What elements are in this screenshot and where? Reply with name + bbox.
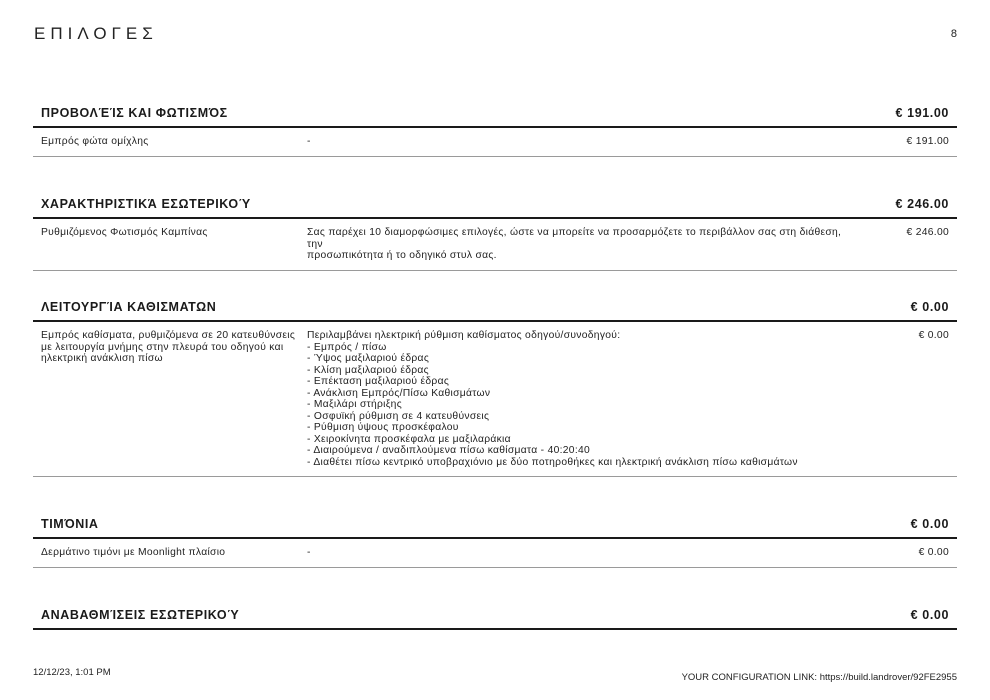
section-interior-upgrades	[33, 601, 957, 630]
section-lights	[33, 99, 957, 157]
section-title: ΠΡΟΒΟΛΈΊΣ ΚΑΙ ΦΩΤΙΣΜΌΣ	[41, 105, 228, 120]
option-description: -	[307, 136, 311, 147]
option-price: € 0.00	[918, 547, 949, 558]
brand-title: ΕΠΙΛΟΓΕΣ	[34, 24, 158, 43]
option-row	[33, 219, 957, 271]
section-header	[33, 293, 957, 322]
option-price: € 0.00	[918, 330, 949, 341]
option-name: Εμπρός φώτα ομίχλης	[41, 136, 149, 147]
section-total: € 246.00	[895, 196, 949, 211]
section-seating	[33, 293, 957, 477]
section-total: € 0.00	[910, 607, 949, 622]
section-total: € 0.00	[910, 299, 949, 314]
section-title: ΧΑΡΑΚΤΗΡΙΣΤΙΚΆ ΕΣΩΤΕΡΙΚΟΎ	[41, 196, 251, 211]
option-description: Σας παρέχει 10 διαμορφώσιμες επιλογές, ώστε να μπορείτε να προσαρμόζετε το περιβάλλον σας στη διάθεση, την προσωπικότητα ή το οδηγικό στυλ σας.	[307, 227, 842, 261]
option-name: Ρυθμιζόμενος Φωτισμός Καμπίνας	[41, 227, 208, 238]
option-description: -	[307, 547, 311, 558]
option-price: € 246.00	[906, 227, 949, 238]
print-datetime: 12/12/23, 1:01 PM	[33, 667, 111, 678]
section-header	[33, 601, 957, 630]
option-description: Περιλαμβάνει ηλεκτρική ρύθμιση καθίσματος οδηγού/συνοδηγού: - Εμπρός / πίσω - Ύψος μαξιλαριού έδρας - Κλίση μαξιλαριού έδρας - Επέκταση μαξιλαριού έδρας - Ανάκλιση Εμπρός/Πίσω Καθισμάτων - Μαξιλάρι στήριξης - Οσφυϊκή ρύθμιση σε 4 κατευθύνσεις - Ρύθμιση ύψους προσκέφαλου - Χειροκίνητα προσκέφαλα με μαξιλαράκια - Διαιρούμενα / αναδιπλούμενα πίσω καθίσματα - 40:20:40 - Διαθέτει πίσω κεντρικό υποβραχιόνιο με δύο ποτηροθήκες και ηλεκτρική ανάκλιση πίσω καθισμάτων	[307, 330, 798, 468]
option-price: € 191.00	[906, 136, 949, 147]
section-header	[33, 99, 957, 128]
section-total: € 191.00	[895, 105, 949, 120]
option-row	[33, 322, 957, 477]
section-header	[33, 190, 957, 219]
section-header	[33, 510, 957, 539]
page-number: 8	[950, 28, 957, 40]
option-row	[33, 128, 957, 157]
section-interior-features	[33, 190, 957, 271]
section-total: € 0.00	[910, 516, 949, 531]
section-steering-wheels	[33, 510, 957, 568]
configuration-link[interactable]: YOUR CONFIGURATION LINK: https://build.landrover/92FE2955	[681, 672, 957, 683]
option-row	[33, 539, 957, 568]
section-title: ΑΝΑΒΑΘΜΊΣΕΙΣ ΕΣΩΤΕΡΙΚΟΎ	[41, 607, 240, 622]
option-name: Εμπρός καθίσματα, ρυθμιζόμενα σε 20 κατευθύνσεις με λειτουργία μνήμης στην πλευρά του οδηγού και ηλεκτρική ανάκλιση πίσω	[41, 330, 296, 364]
section-title: ΛΕΙΤΟΥΡΓΊΑ ΚΑΘΙΣΜΑΤΩΝ	[41, 299, 217, 314]
section-title: ΤΙΜΌΝΙΑ	[41, 516, 99, 531]
option-name: Δερμάτινο τιμόνι με Moonlight πλαίσιο	[41, 547, 226, 558]
